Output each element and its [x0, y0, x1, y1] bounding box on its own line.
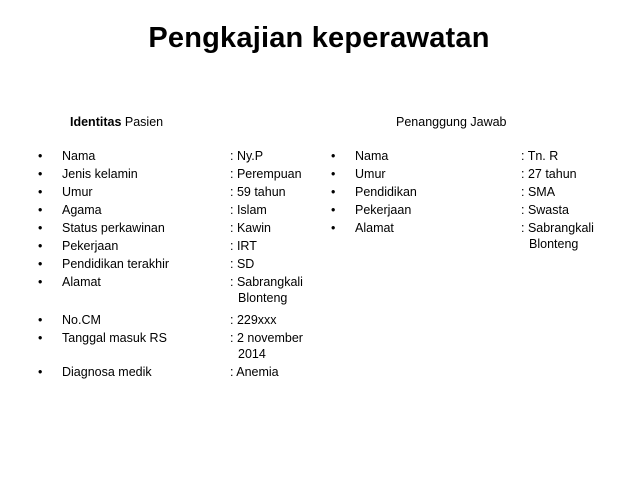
- patient-identity-heading: [70, 115, 163, 129]
- field-value: : Sabrangkali: [230, 275, 303, 289]
- bullet-icon: •: [38, 313, 43, 327]
- field-label: Nama: [355, 149, 389, 163]
- bullet-icon: •: [38, 221, 43, 235]
- field-value: : Perempuan: [230, 167, 302, 181]
- field-label: Umur: [62, 185, 93, 199]
- list-item: [38, 330, 328, 362]
- field-value-continuation: Blonteng: [529, 237, 579, 251]
- field-label: Nama: [62, 149, 96, 163]
- field-label: Agama: [62, 203, 102, 217]
- field-label: Jenis kelamin: [62, 167, 138, 181]
- field-value-continuation: Blonteng: [238, 291, 288, 305]
- field-label: Tanggal masuk RS: [62, 331, 167, 345]
- bullet-icon: •: [38, 149, 43, 163]
- bullet-icon: •: [38, 239, 43, 253]
- field-value: : Anemia: [230, 365, 279, 379]
- list-item: [331, 202, 631, 218]
- field-value-continuation: 2014: [238, 347, 266, 361]
- field-label: Alamat: [62, 275, 101, 289]
- list-item: [331, 184, 631, 200]
- bullet-icon: •: [331, 167, 336, 181]
- field-value: : Ny.P: [230, 149, 264, 163]
- list-item: [38, 202, 328, 218]
- field-value: : 2 november: [230, 331, 303, 345]
- field-value: : 59 tahun: [230, 185, 286, 199]
- field-value: : Tn. R: [521, 149, 559, 163]
- field-label: Alamat: [355, 221, 394, 235]
- field-label: Pekerjaan: [355, 203, 412, 217]
- field-value: : IRT: [230, 239, 257, 253]
- field-value: : SD: [230, 257, 255, 271]
- bullet-icon: •: [331, 221, 336, 235]
- list-item: [38, 166, 328, 182]
- list-item: [331, 166, 631, 182]
- bullet-icon: •: [38, 167, 43, 181]
- list-item: [331, 220, 631, 252]
- field-label: Diagnosa medik: [62, 365, 152, 379]
- field-value: : SMA: [521, 185, 556, 199]
- field-value: : 229xxx: [230, 313, 277, 327]
- bullet-icon: •: [38, 203, 43, 217]
- field-value: : 27 tahun: [521, 167, 577, 181]
- guardian-heading: Penanggung Jawab: [396, 115, 507, 129]
- field-label: Pendidikan terakhir: [62, 257, 170, 271]
- list-item: [331, 148, 631, 164]
- bullet-icon: •: [331, 185, 336, 199]
- list-item: [38, 220, 328, 236]
- bullet-icon: •: [38, 331, 43, 345]
- bullet-icon: •: [38, 257, 43, 271]
- list-item: [38, 184, 328, 200]
- bullet-icon: •: [38, 365, 43, 379]
- bullet-icon: •: [38, 275, 43, 289]
- field-label: No.CM: [62, 313, 101, 327]
- list-item: [38, 148, 328, 164]
- list-item: [38, 256, 328, 272]
- field-label: Pendidikan: [355, 185, 417, 199]
- list-item: [38, 274, 328, 306]
- field-label: Pekerjaan: [62, 239, 119, 253]
- field-value: : Sabrangkali: [521, 221, 594, 235]
- patient-heading-bold: Identitas: [70, 115, 122, 129]
- page-title: Pengkajian keperawatan: [148, 22, 490, 54]
- bullet-icon: •: [331, 149, 336, 163]
- bullet-icon: •: [331, 203, 336, 217]
- list-item: [38, 312, 328, 328]
- patient-heading-rest: Pasien: [121, 115, 164, 129]
- field-label: Status perkawinan: [62, 221, 165, 235]
- field-value: : Kawin: [230, 221, 271, 235]
- field-label: Umur: [355, 167, 386, 181]
- field-value: : Islam: [230, 203, 267, 217]
- bullet-icon: •: [38, 185, 43, 199]
- list-item: [38, 238, 328, 254]
- list-item: [38, 364, 328, 380]
- field-value: : Swasta: [521, 203, 569, 217]
